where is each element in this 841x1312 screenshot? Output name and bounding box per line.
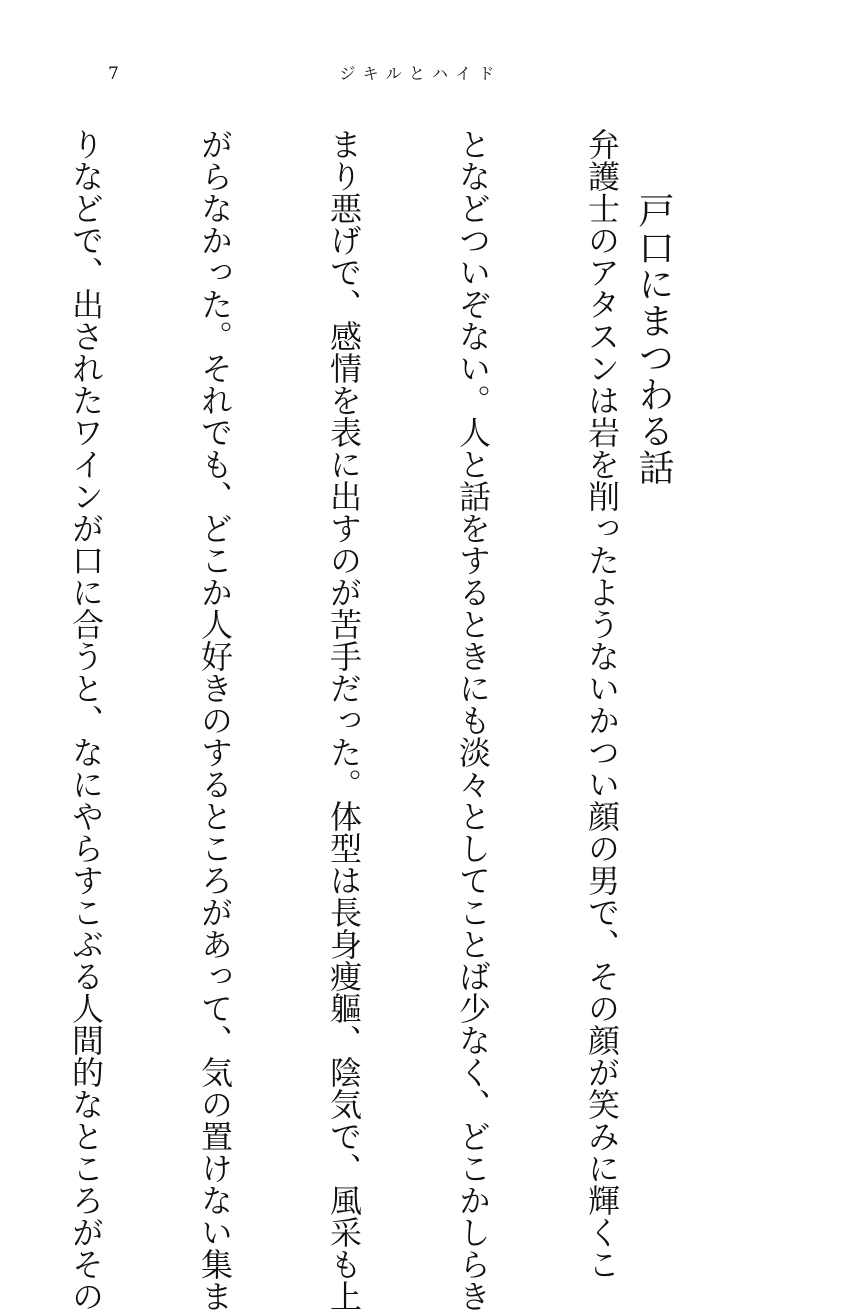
body-line: まり悪げで、感情を表に出すのが苦手だった。体型は長身痩軀、陰気で、風采も上: [325, 128, 363, 1312]
chapter-title: 戸口にまつわる話: [633, 192, 674, 486]
body-text: [0, 128, 709, 1312]
body-line: がらなかった。それでも、どこか人好きのするところがあって、気の置けない集ま: [196, 128, 234, 1312]
running-title: ジキルとハイド: [339, 64, 502, 83]
body-line: となどついぞない。人と話をするときにも淡々としてことば少なく、どこかしらき: [454, 128, 492, 1312]
page-number: 7: [108, 64, 119, 84]
body-line: りなどで、出されたワインが口に合うと、なにやらすこぶる人間的なところがその: [67, 128, 105, 1312]
body-line: 弁護士のアタスンは岩を削ったようないかつい顔の男で、その顔が笑みに輝くこ: [583, 128, 621, 1280]
